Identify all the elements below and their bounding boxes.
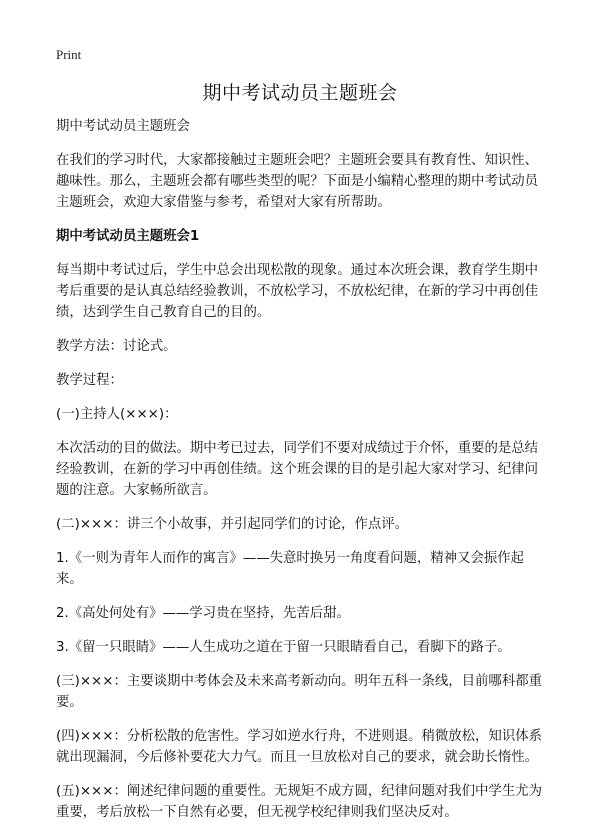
paragraph-process: 教学过程： bbox=[56, 373, 123, 388]
paragraph-story-3: 3.《留一只眼睛》——人生成功之道在于留一只眼睛看自己，看脚下的路子。 bbox=[56, 640, 511, 655]
paragraph-method: 教学方法：讨论式。 bbox=[56, 339, 177, 354]
print-link[interactable]: Print bbox=[56, 47, 82, 62]
paragraph-step-2: (二)×××：讲三个小故事，并引起同学们的讨论，作点评。 bbox=[56, 517, 409, 532]
paragraph-step-3: (三)×××：主要谈期中考体会及未来高考新动向。明年五科一条线，目前哪科都重要。 bbox=[56, 674, 542, 710]
paragraph-intro: 在我们的学习时代，大家都接触过主题班会吧？主题班会要具有教育性、知识性、趣味性。那么，主题班会都有哪些类型的呢？下面是小编精心整理的期中考试动员主题班会，欢迎大家借鉴与参考，希望对大家有所帮助。 bbox=[56, 153, 539, 210]
article-body bbox=[56, 116, 548, 836]
paragraph-subtitle: 期中考试动员主题班会 bbox=[56, 119, 190, 134]
paragraph-story-1: 1.《一则为青年人而作的寓言》——失意时换另一角度看问题，精神又会振作起来。 bbox=[56, 551, 525, 587]
page-title: 期中考试动员主题班会 bbox=[202, 82, 398, 104]
paragraph-story-2: 2.《高处何处有》——学习贵在坚持，先苦后甜。 bbox=[56, 606, 350, 621]
section-heading: 期中考试动员主题班会1 bbox=[56, 229, 200, 244]
paragraph-step-1-detail: 本次活动的目的做法。期中考已过去，同学们不要对成绩过于介怀，重要的是总结经验教训，在新的学习中再创佳绩。这个班会课的目的是引起大家对学习、纪律问题的注意。大家畅所欲言。 bbox=[56, 441, 539, 498]
paragraph-purpose: 每当期中考试过后，学生中总会出现松散的现象。通过本次班会课，教育学生期中考后重要的是认真总结经验教训，不放松学习，不放松纪律，在新的学习中再创佳绩，达到学生自己教育自己的目的。 bbox=[56, 263, 539, 320]
paragraph-step-1: (一)主持人(×××)： bbox=[56, 407, 178, 422]
paragraph-step-5: (五)×××：阐述纪律问题的重要性。无规矩不成方圆，纪律问题对我们中学生尤为重要，考后放松一下自然有必要，但无视学校纪律则我们坚决反对。 bbox=[56, 784, 542, 820]
paragraph-step-4: (四)×××：分析松散的危害性。学习如逆水行舟，不进则退。稍微放松，知识体系就出现漏洞，今后修补要花大力气。而且一旦放松对自己的要求，就会助长惰性。 bbox=[56, 729, 542, 765]
